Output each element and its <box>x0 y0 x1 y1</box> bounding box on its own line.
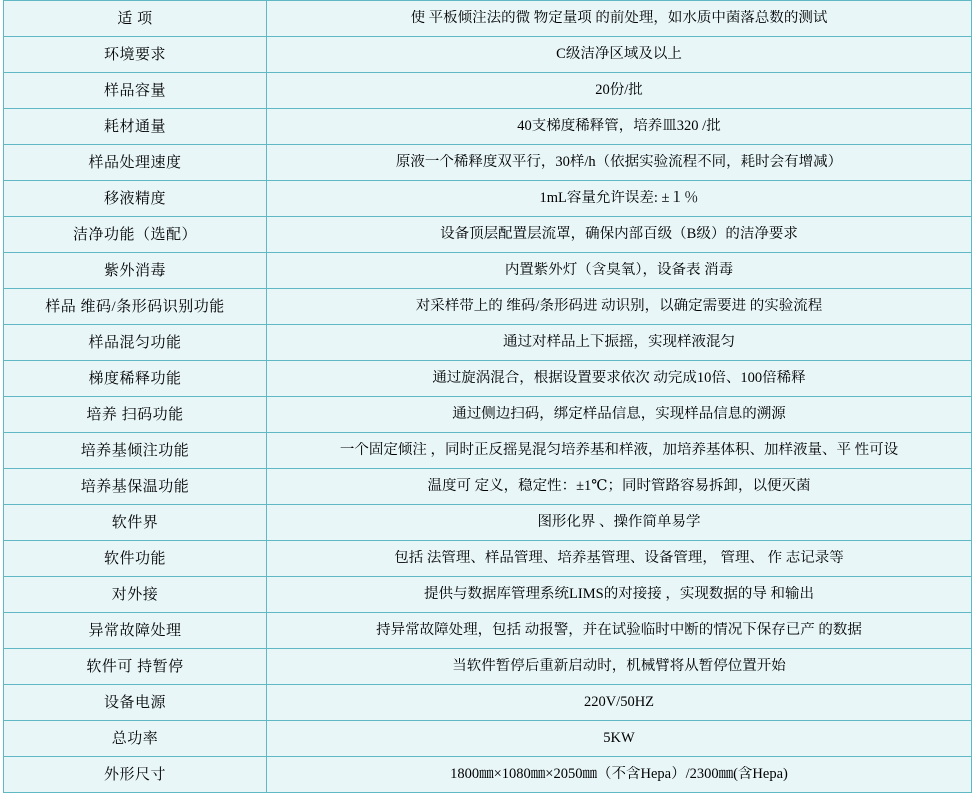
row-label: 样品处理速度 <box>88 154 182 171</box>
row-label-cell <box>4 73 267 109</box>
row-value-cell <box>267 469 972 505</box>
table-row <box>4 613 972 649</box>
row-value-cell <box>267 397 972 433</box>
row-value-cell <box>267 613 972 649</box>
table-row <box>4 1 972 37</box>
row-value-cell <box>267 721 972 757</box>
row-value: 温度可 定义，稳定性：±1℃；同时管路容易拆卸，以便灭菌 <box>427 477 811 494</box>
row-label: 外形尺寸 <box>103 766 166 783</box>
row-label-cell <box>4 1 267 37</box>
row-label: 软件可 持暂停 <box>86 658 184 675</box>
row-label: 耗材通量 <box>103 118 166 135</box>
row-label-cell <box>4 505 267 541</box>
row-value-cell <box>267 433 972 469</box>
table-row <box>4 73 972 109</box>
row-value-cell <box>267 109 972 145</box>
row-label: 环境要求 <box>103 46 166 63</box>
row-label-cell <box>4 217 267 253</box>
table-row <box>4 577 972 613</box>
table-row <box>4 433 972 469</box>
row-value-cell <box>267 145 972 181</box>
row-value: 通过旋涡混合，根据设置要求依次 动完成10倍、100倍稀释 <box>432 369 806 386</box>
row-label: 紫外消毒 <box>103 262 166 279</box>
row-value: 提供与数据库管理系统LIMS的对接接 ，实现数据的导 和输出 <box>424 585 814 602</box>
row-value-cell <box>267 37 972 73</box>
row-value-cell <box>267 649 972 685</box>
table-row <box>4 289 972 325</box>
row-label-cell <box>4 181 267 217</box>
table-row <box>4 505 972 541</box>
table-row <box>4 541 972 577</box>
row-value: 1mL容量允许误差: ±１％ <box>539 189 699 206</box>
row-label: 软件功能 <box>103 550 166 567</box>
row-label-cell <box>4 145 267 181</box>
row-value: 内置紫外灯（含臭氧），设备表 消毒 <box>504 261 734 278</box>
row-value-cell <box>267 541 972 577</box>
row-value: 包括 法管理、样品管理、培养基管理、设备管理， 管理、 作 志记录等 <box>394 549 844 566</box>
row-label: 总功率 <box>111 730 159 747</box>
row-label: 培养基保温功能 <box>80 478 190 495</box>
row-label: 设备电源 <box>103 694 166 711</box>
row-label-cell <box>4 289 267 325</box>
row-value: 使 平板倾注法的微 物定量项 的前处理，如水质中菌落总数的测试 <box>410 9 828 26</box>
row-label: 梯度稀释功能 <box>88 370 182 387</box>
row-value: 40支梯度稀释管，培养皿320 /批 <box>517 117 721 134</box>
row-value: 一个固定倾注 ，同时正反摇晃混匀培养基和样液，加培养基体积、加样液量、平 性可设 <box>339 441 899 458</box>
row-label-cell <box>4 361 267 397</box>
table-row <box>4 721 972 757</box>
row-value-cell <box>267 1 972 37</box>
table-row <box>4 361 972 397</box>
table-row <box>4 397 972 433</box>
row-label-cell <box>4 109 267 145</box>
row-value: 5KW <box>603 729 635 746</box>
specification-table <box>3 0 972 793</box>
row-label: 培养 扫码功能 <box>86 406 184 423</box>
row-label: 异常故障处理 <box>88 622 182 639</box>
row-value: 当软件暂停后重新启动时，机械臂将从暂停位置开始 <box>452 657 786 674</box>
table-row <box>4 181 972 217</box>
row-label-cell <box>4 721 267 757</box>
table-row <box>4 217 972 253</box>
table-row <box>4 325 972 361</box>
row-label-cell <box>4 397 267 433</box>
table-row <box>4 757 972 793</box>
row-value-cell <box>267 73 972 109</box>
table-row <box>4 649 972 685</box>
row-label: 样品容量 <box>103 82 166 99</box>
row-label-cell <box>4 325 267 361</box>
row-value-cell <box>267 325 972 361</box>
row-value-cell <box>267 757 972 793</box>
row-label: 样品混匀功能 <box>88 334 182 351</box>
row-label-cell <box>4 685 267 721</box>
row-value-cell <box>267 577 972 613</box>
row-label-cell <box>4 37 267 73</box>
row-label: 样品 维码/条形码识别功能 <box>45 298 225 315</box>
specification-table-body <box>4 1 972 793</box>
row-label: 洁净功能（选配） <box>72 226 197 243</box>
row-value-cell <box>267 181 972 217</box>
row-value: 20份/批 <box>595 81 643 98</box>
row-value: 通过侧边扫码，绑定样品信息，实现样品信息的溯源 <box>452 405 786 422</box>
table-row <box>4 109 972 145</box>
row-label: 软件界 <box>111 514 159 531</box>
row-label-cell <box>4 433 267 469</box>
row-label: 适 项 <box>117 10 153 27</box>
row-value: 设备顶层配置层流罩，确保内部百级（B级）的洁净要求 <box>440 225 798 242</box>
row-label: 培养基倾注功能 <box>80 442 190 459</box>
row-label-cell <box>4 577 267 613</box>
row-value-cell <box>267 505 972 541</box>
table-row <box>4 145 972 181</box>
row-label: 对外接 <box>111 586 159 603</box>
row-value: 图形化界 、操作简单易学 <box>537 513 701 530</box>
row-label-cell <box>4 757 267 793</box>
row-value: C级洁净区域及以上 <box>556 45 682 62</box>
row-value-cell <box>267 361 972 397</box>
table-row <box>4 253 972 289</box>
table-row <box>4 37 972 73</box>
row-value: 220V/50HZ <box>583 693 655 710</box>
row-value: 通过对样品上下振摇，实现样液混匀 <box>503 333 735 350</box>
row-label-cell <box>4 613 267 649</box>
row-label-cell <box>4 469 267 505</box>
row-value: 对采样带上的 维码/条形码进 动识别，以确定需要进 的实验流程 <box>415 297 823 314</box>
row-label: 移液精度 <box>103 190 166 207</box>
row-label-cell <box>4 541 267 577</box>
row-value: 原液一个稀释度双平行，30样/h（依据实验流程不同，耗时会有增减） <box>395 153 843 170</box>
row-value-cell <box>267 685 972 721</box>
row-label-cell <box>4 649 267 685</box>
table-row <box>4 685 972 721</box>
row-value: 持异常故障处理，包括 动报警，并在试验临时中断的情况下保存已产 的数据 <box>376 621 862 638</box>
row-value-cell <box>267 217 972 253</box>
table-row <box>4 469 972 505</box>
row-value-cell <box>267 289 972 325</box>
row-label-cell <box>4 253 267 289</box>
row-value-cell <box>267 253 972 289</box>
row-value: 1800㎜×1080㎜×2050㎜（不含Hepa）/2300㎜(含Hepa) <box>450 765 788 782</box>
